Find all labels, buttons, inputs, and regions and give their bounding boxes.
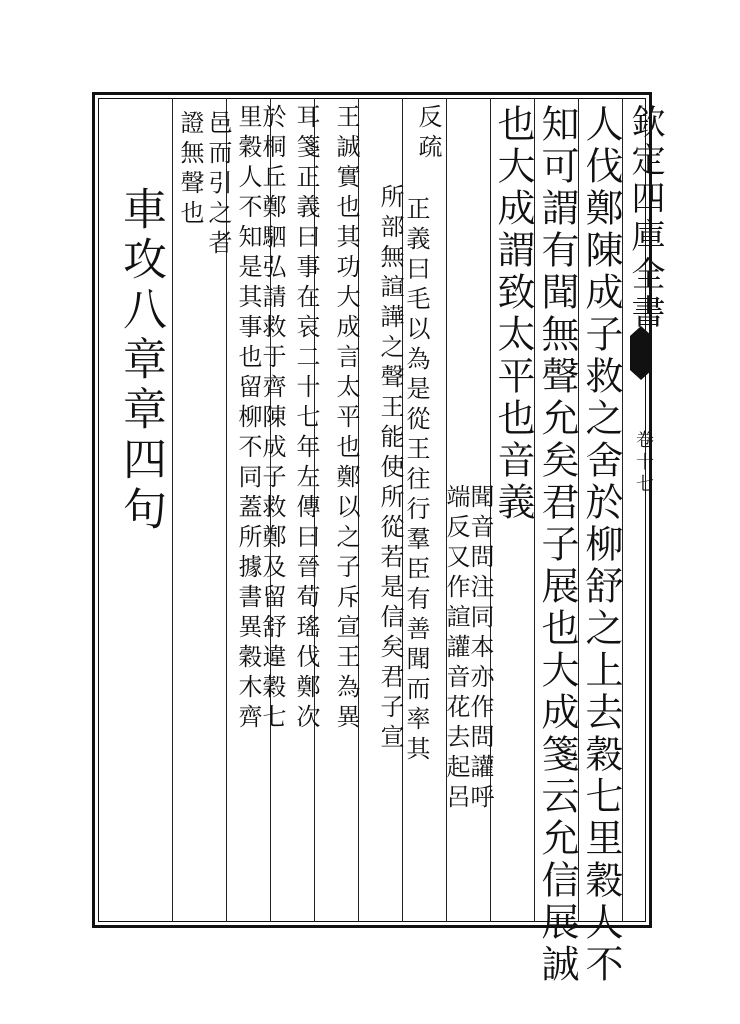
annotation-column-3b: 端反又作諠讙音花去起呂 xyxy=(442,484,470,814)
margin-book-title: 欽定四庫全書 xyxy=(625,104,665,332)
annotation-column-9: 邑而引之者 xyxy=(204,110,232,260)
annotation-column-10: 證無聲也 xyxy=(176,110,204,230)
annotation-column-6: 耳箋正義曰事在哀二十七年左傳曰晉荀瑤伐鄭次 xyxy=(292,104,320,734)
text-column-3: 也大成謂致太平也音義 xyxy=(491,104,535,524)
annotation-column-5: 王誠實也其功大成言太平也鄭以之子斥宣王為異 xyxy=(332,104,360,734)
text-column-2: 知可謂有聞無聲允矣君子展也大成箋云允信展誠 xyxy=(535,104,579,986)
annotation-column-4-head: 正義曰毛以為是從王往行羣臣有善聞而率其 xyxy=(402,196,430,766)
column-rule xyxy=(172,98,173,922)
text-column-1: 人伐鄭陳成子救之舍於柳舒之上去穀七里穀人不 xyxy=(579,104,623,986)
annotation-column-4a: 反疏 xyxy=(414,104,442,164)
annotation-column-7: 於桐丘鄭駟弘請救于齊陳成子救鄭及留舒違穀七 xyxy=(258,104,286,734)
annotation-column-8: 里穀人不知是其事也留柳不同蓋所據書異穀木齊 xyxy=(234,104,262,734)
chapter-note: 車攻八章章四句 xyxy=(115,186,166,536)
fish-tail-mark xyxy=(630,336,652,370)
annotation-column-3a: 聞音問注同本亦作問讙呼 xyxy=(466,484,494,814)
margin-volume-label: 卷十七 xyxy=(633,430,654,496)
annotation-column-4b: 所部無諠譁之聲王能使所從若是信矣君子宣 xyxy=(376,184,404,754)
